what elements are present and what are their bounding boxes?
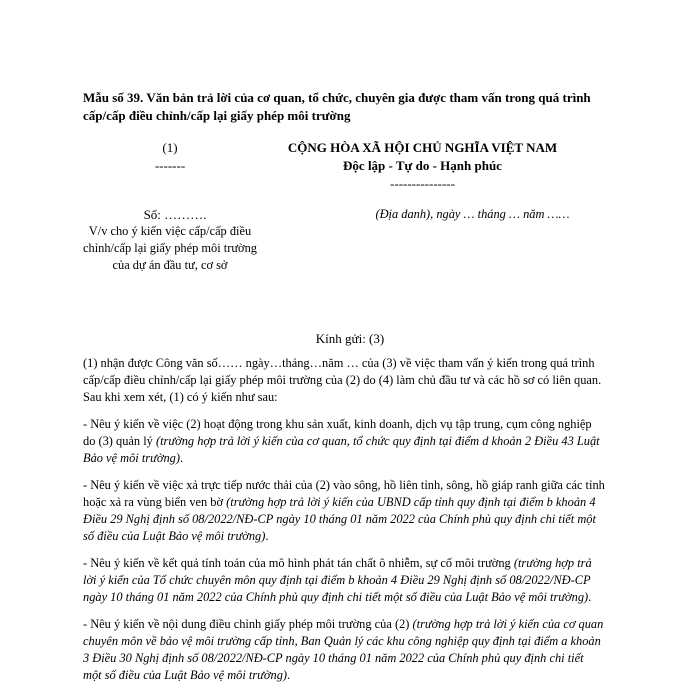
item-text: - Nêu ý kiến về việc (2) hoạt động trong khu sản xuất, kinh doanh, dịch vụ tập trung, cụm công nghiệp do (3) quản lý [83, 417, 592, 448]
opinion-item-4 [83, 616, 605, 684]
agency-separator: ------- [154, 158, 186, 173]
item-text: - Nêu ý kiến về nội dung điều chỉnh giấy phép môi trường của (2) [83, 617, 413, 631]
form-title: Mẫu số 39. Văn bản trả lời của cơ quan, tổ chức, chuyên gia được tham vấn trong quá trình cấp/cấp điều chỉnh/cấp lại giấy phép môi trường [83, 90, 591, 123]
item-text: - Nêu ý kiến về việc xả trực tiếp nước thải của (2) vào sông, hồ liên tỉnh, sông, hồ giáp ranh giữa các tỉnh hoặc xả ra vùng biển ven bờ [83, 478, 605, 509]
document-number: Số: ………. [143, 207, 207, 222]
opinion-item-3 [83, 555, 605, 606]
opinion-item-1 [83, 416, 605, 467]
item-text: - Nêu ý kiến về kết quả tính toán của mô hình phát tán chất ô nhiễm, sự cố môi trường [83, 556, 514, 570]
item-note: (trường hợp trả lời ý kiến của UBND cấp tỉnh quy định tại điểm b khoản 4 Điều 29 Nghị định số 08/2022/NĐ-CP ngày 10 tháng 01 năm 2022 của Chính phủ quy định chi tiết một số điều của Luật Bảo vệ môi trường) [83, 495, 596, 543]
item-tail: . [180, 451, 184, 465]
intro-paragraph: (1) nhận được Công văn số…… ngày…tháng…năm … của (3) về việc tham vấn ý kiến trong quá trình cấp/cấp điều chỉnh/cấp lại giấy phép môi trường của (2) do (4) làm chủ đầu tư và các hồ sơ có liên quan. Sau khi xem xét, (1) có ý kiến như sau: [83, 356, 602, 404]
item-tail: . [588, 590, 592, 604]
motto-separator: --------------- [390, 176, 455, 191]
document-subject: V/v cho ý kiến việc cấp/cấp điều chỉnh/cấp lại giấy phép môi trường của dự án đầu tư, cơ sở [83, 224, 257, 272]
place-and-date: (Địa danh), ngày … tháng … năm …… [375, 207, 570, 221]
item-note: (trường hợp trả lời ý kiến của cơ quan, tổ chức quy định tại điểm d khoản 2 Điều 43 Luật Bảo vệ môi trường) [83, 434, 600, 465]
document-body [83, 355, 605, 684]
item-tail: . [287, 668, 291, 682]
recipient-line: Kính gửi: (3) [315, 331, 385, 346]
issuing-agency-placeholder: (1) [162, 140, 178, 155]
opinion-item-2 [83, 477, 605, 545]
item-note: (trường hợp trả lời ý kiến của Tổ chức chuyên môn quy định tại điểm b khoản 4 Điều 29 Nghị định số 08/2022/NĐ-CP ngày 10 tháng 01 năm 2022 của Chính phủ quy định chi tiết một số điều của Luật Bảo vệ môi trường) [83, 556, 592, 604]
item-note: (trường hợp trả lời ý kiến của cơ quan chuyên môn về bảo vệ môi trường cấp tỉnh, Ban Quản lý các khu công nghiệp quy định tại điểm a khoản 3 Điều 30 Nghị định số 08/2022/NĐ-CP ngày 10 tháng 01 năm 2022 của Chính phủ quy định chi tiết một số điều của Luật Bảo vệ môi trường) [83, 617, 604, 682]
national-title: CỘNG HÒA XÃ HỘI CHỦ NGHĨA VIỆT NAM [287, 140, 558, 155]
item-tail: . [265, 529, 269, 543]
national-motto: Độc lập - Tự do - Hạnh phúc [343, 158, 502, 173]
